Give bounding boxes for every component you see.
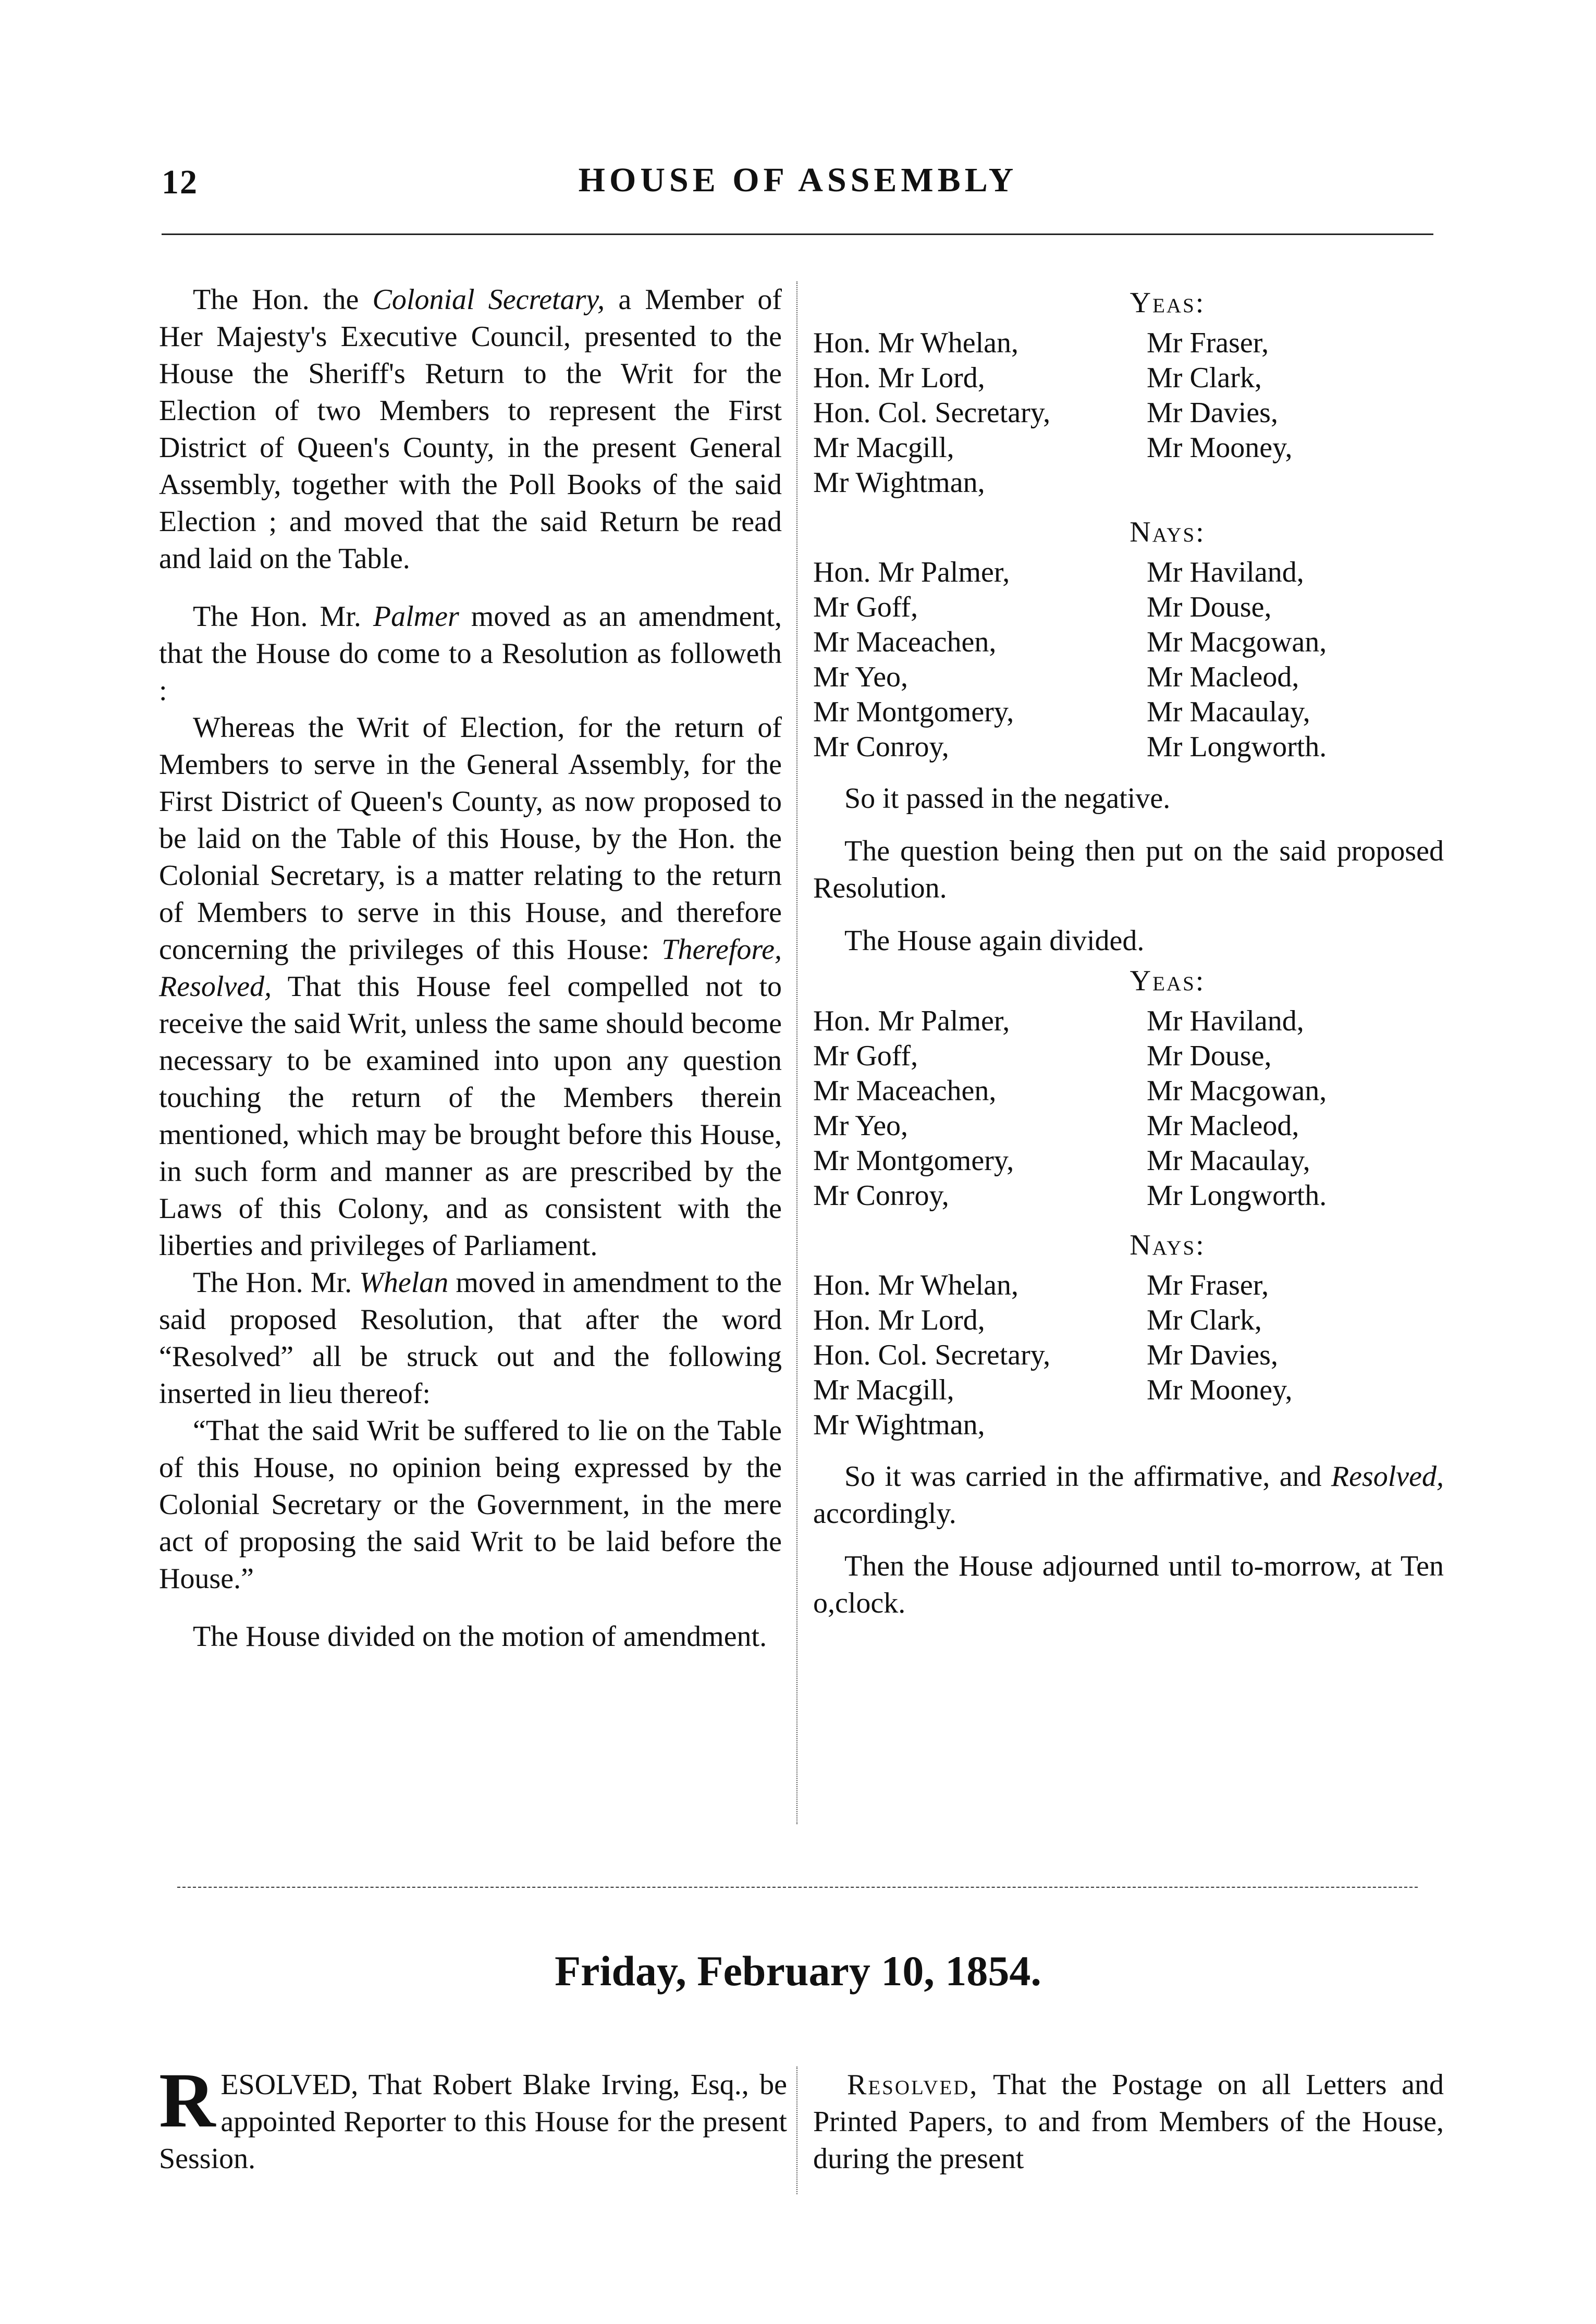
paragraph-palmer-amendment: The Hon. Mr. Palmer moved as an amendment, that the House do come to a Resolution as followeth : <box>159 600 782 707</box>
reporter-resolution <box>159 2057 787 2178</box>
member-name: Mr Wightman, <box>813 1409 985 1441</box>
second-division-nays <box>813 1227 1444 1443</box>
member-name: Mr Douse, <box>1147 1040 1272 1072</box>
running-title: HOUSE OF ASSEMBLY <box>578 161 1018 199</box>
member-name: Mr Goff, <box>813 591 918 623</box>
member-name: Hon. Mr Lord, <box>813 362 985 394</box>
yeas-heading: Yeas: <box>1130 287 1206 319</box>
member-name: Mr Mooney, <box>1147 432 1293 464</box>
member-name: Mr Macgill, <box>813 1374 954 1406</box>
adjournment: Then the House adjourned until to-morrow, at Ten o,clock. <box>813 1550 1444 1619</box>
paragraph-house-divided: The House divided on the motion of amendment. <box>193 1620 767 1653</box>
drop-cap: R <box>159 2057 216 2144</box>
member-name: Hon. Col. Secretary, <box>813 1339 1051 1371</box>
member-name: Mr Fraser, <box>1147 327 1269 359</box>
member-name: Mr Montgomery, <box>813 1145 1014 1177</box>
member-name: Mr Maceachen, <box>813 1075 997 1107</box>
right-column <box>813 281 1444 1622</box>
date-heading: Friday, February 10, 1854. <box>555 1947 1041 1995</box>
member-name: Mr Yeo, <box>813 1110 909 1142</box>
second-division-yeas <box>813 963 1444 1213</box>
member-name: Mr Conroy, <box>813 731 949 763</box>
member-name: Mr Davies, <box>1147 397 1278 429</box>
question-put: The question being then put on the said proposed Resolution. <box>813 835 1444 904</box>
postage-resolution <box>813 2067 1444 2178</box>
member-name <box>1147 465 1439 500</box>
paragraph-sheriff-return: The Hon. the Colonial Secretary, a Member of Her Majesty's Executive Council, presented to the House the Sheriff's Return to the Writ for the Election of two Members to represent the First District of Queen's County, in the present General Assembly, together with the Poll Books of the said Election ; and moved that the said Return be read and laid on the Table. <box>159 284 782 575</box>
member-name: Hon. Col. Secretary, <box>813 397 1051 429</box>
nays-heading: Nays: <box>1130 516 1206 548</box>
member-name: Mr Macleod, <box>1147 661 1299 693</box>
member-name: Mr Wightman, <box>813 466 985 499</box>
member-name: Mr Macgowan, <box>1147 1075 1327 1107</box>
first-division-yeas <box>813 285 1444 500</box>
member-name <box>1147 1408 1439 1443</box>
member-name: Mr Davies, <box>1147 1339 1278 1371</box>
section-divider <box>177 1887 1418 1888</box>
reporter-resolution-text: RESOLVED, That Robert Blake Irving, Esq., be appointed Reporter to this House for the present Session. <box>159 2057 787 2175</box>
member-name: Mr Macaulay, <box>1147 1145 1310 1177</box>
paragraph-whereas-resolution: Whereas the Writ of Election, for the return of Members to serve in the General Assembly, for the First District of Queen's County, as now proposed to be laid on the Table of this House, by the Hon. the Colonial Secretary, is a matter relating to the return of Members to serve in this House, and therefore concerning the privileges of this House: Therefore, Resolved, That this House feel compelled not to receive the said Writ, unless the same should become necessary to be examined into upon any question touching the return of the Members therein mentioned, which may be brought before this House, in such form and manner as are prescribed by the Laws of this Colony, and as consistent with the liberties and privileges of Parliament. <box>159 711 782 1262</box>
member-name: Mr Macgill, <box>813 432 954 464</box>
column-divider <box>796 281 797 1824</box>
member-name: Mr Longworth. <box>1147 1179 1327 1212</box>
member-name: Mr Clark, <box>1147 362 1262 394</box>
member-name: Mr Macaulay, <box>1147 696 1310 728</box>
member-name: Mr Conroy, <box>813 1179 949 1212</box>
member-name: Mr Douse, <box>1147 591 1272 623</box>
member-name: Mr Clark, <box>1147 1304 1262 1336</box>
member-name: Mr Montgomery, <box>813 696 1014 728</box>
paragraph-quoted-motion: “That the said Writ be suffered to lie on the Table of this House, no opinion being expressed by the Colonial Secretary or the Government, in the mere act of proposing the said Writ to be laid before the House.” <box>159 1415 782 1595</box>
member-name: Mr Mooney, <box>1147 1374 1293 1406</box>
paragraph-whelan-amendment: The Hon. Mr. Whelan moved in amendment to the said proposed Resolution, that after the word “Resolved” all be struck out and the following inserted in lieu thereof: <box>159 1266 782 1410</box>
member-name: Mr Fraser, <box>1147 1269 1269 1301</box>
member-name: Mr Macleod, <box>1147 1110 1299 1142</box>
member-name: Mr Haviland, <box>1147 556 1304 588</box>
member-name: Hon. Mr Whelan, <box>813 327 1018 359</box>
member-name: Mr Haviland, <box>1147 1005 1304 1037</box>
member-name: Hon. Mr Palmer, <box>813 1005 1010 1037</box>
house-divided-again: The House again divided. <box>844 925 1145 957</box>
member-name: Hon. Mr Palmer, <box>813 556 1010 588</box>
member-name: Mr Yeo, <box>813 661 909 693</box>
nays-heading: Nays: <box>1130 1229 1206 1261</box>
member-name: Mr Macgowan, <box>1147 626 1327 658</box>
member-name: Hon. Mr Whelan, <box>813 1269 1018 1301</box>
postage-resolution-text: Resolved, That the Postage on all Letters and Printed Papers, to and from Members of the House, during the present <box>813 2069 1444 2175</box>
first-division-result: So it passed in the negative. <box>844 782 1171 815</box>
yeas-heading: Yeas: <box>1130 965 1206 997</box>
column-divider <box>796 2067 797 2194</box>
member-name: Mr Maceachen, <box>813 626 997 658</box>
left-column <box>159 281 782 1655</box>
first-division-nays <box>813 514 1444 765</box>
second-division-result: So it was carried in the affirmative, and Resolved, accordingly. <box>813 1460 1444 1530</box>
page-number: 12 <box>162 163 198 201</box>
member-name: Mr Longworth. <box>1147 731 1327 763</box>
member-name: Mr Goff, <box>813 1040 918 1072</box>
header-rule <box>162 233 1433 235</box>
member-name: Hon. Mr Lord, <box>813 1304 985 1336</box>
